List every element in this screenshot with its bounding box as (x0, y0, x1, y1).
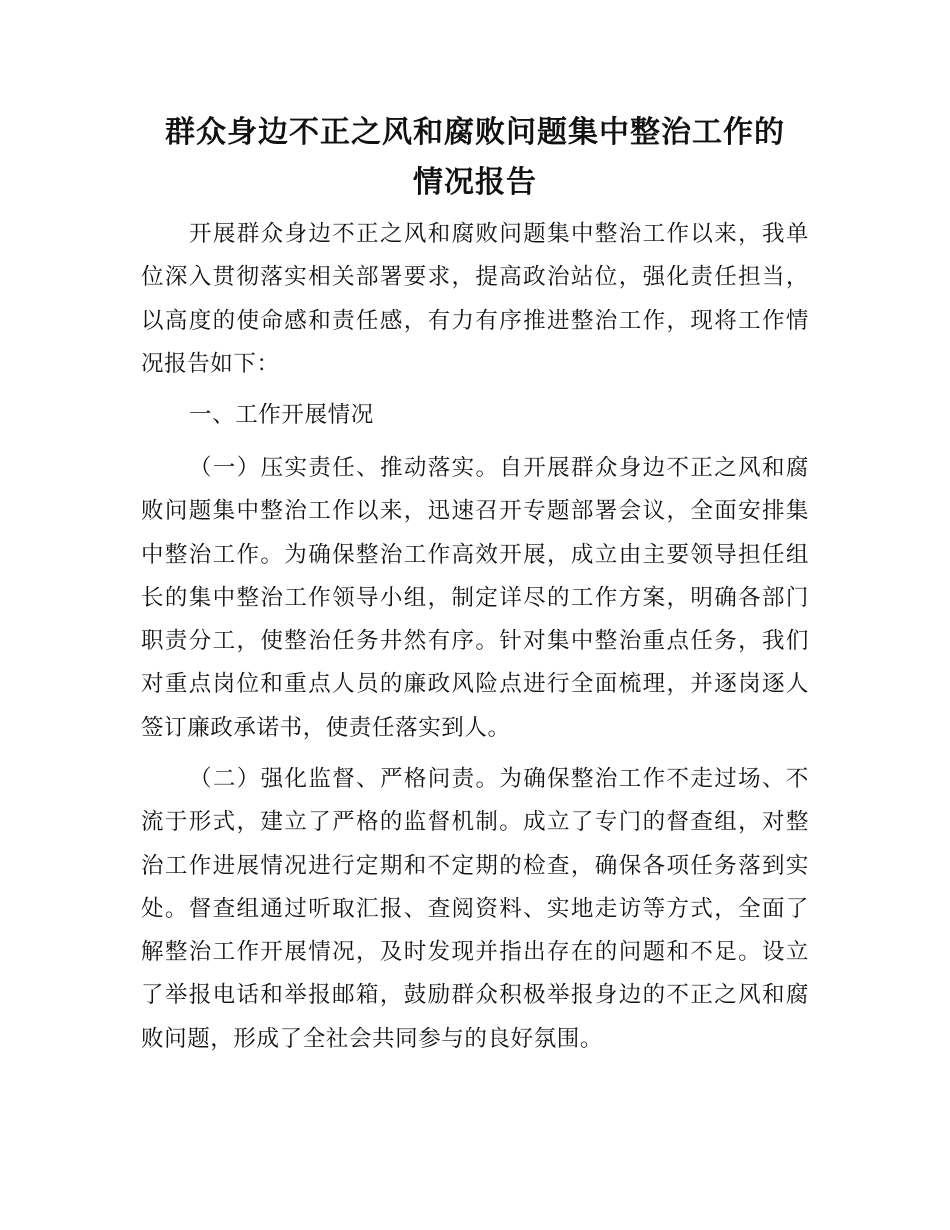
title-line-1: 群众身边不正之风和腐败问题集中整治工作的 (165, 115, 785, 150)
title-line-2: 情况报告 (413, 165, 537, 200)
document-title (100, 108, 850, 208)
section-1-paragraph: （一）压实责任、推动落实。自开展群众身边不正之风和腐败问题集中整治工作以来，迅速召开专题部署会议，全面安排集中整治工作。为确保整治工作高效开展，成立由主要领导担任组长的集中整治工作领导小组，制定详尽的工作方案，明确各部门职责分工，使整治任务井然有序。针对集中整治重点任务，我们对重点岗位和重点人员的廉政风险点进行全面梳理，并逐岗逐人签订廉政承诺书，使责任落实到人。 (141, 455, 809, 741)
section-heading: 一、工作开展情况 (189, 402, 374, 428)
section-2-paragraph: （二）强化监督、严格问责。为确保整治工作不走过场、不流于形式，建立了严格的监督机制。成立了专门的督查组，对整治工作进展情况进行定期和不定期的检查，确保各项任务落到实处。督查组通过听取汇报、查阅资料、实地走访等方式，全面了解整治工作开展情况，及时发现并指出存在的问题和不足。设立了举报电话和举报邮箱，鼓励群众积极举报身边的不正之风和腐败问题，形成了全社会共同参与的良好氛围。 (141, 766, 809, 1052)
intro-paragraph: 开展群众身边不正之风和腐败问题集中整治工作以来，我单位深入贯彻落实相关部署要求，提高政治站位，强化责任担当，以高度的使命感和责任感，有力有序推进整治工作，现将工作情况报告如下： (141, 221, 809, 377)
